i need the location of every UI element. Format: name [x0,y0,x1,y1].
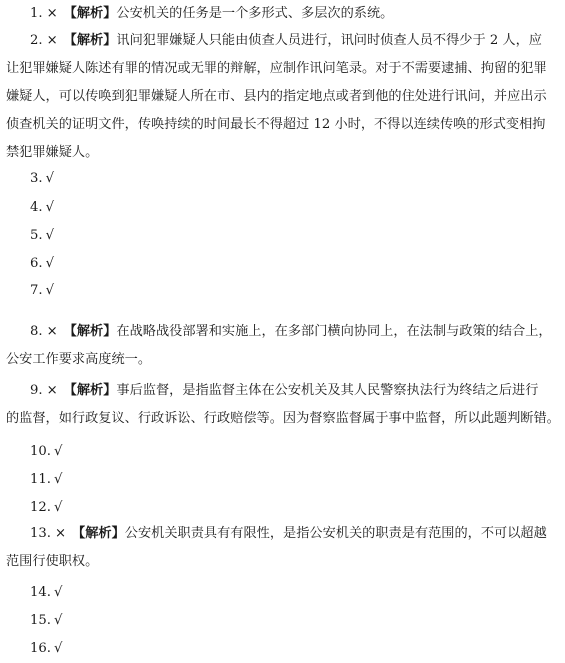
item-number: 8. [30,324,43,339]
answer-item [0,318,565,374]
answer-item [0,194,565,222]
explanation-text: 的监督，如行政复议、行政诉讼、行政赔偿等。因为督察监督属于事中监督，所以此题判断错。 [6,411,560,426]
answer-line [0,494,565,522]
explanation-text: 讯问犯罪嫌疑人只能由侦查人员进行，讯问时侦查人员不得少于 2 人，应 [116,33,542,48]
item-number: 4. [30,200,43,215]
item-number: 6. [30,256,43,271]
answer-item [0,520,565,576]
analysis-tag: 【解析】 [63,6,117,21]
explanation-text: 公安机关职责具有有限性，是指公安机关的职责是有范围的，不可以超越 [124,526,547,541]
answer-line [0,277,565,305]
answer-line [0,466,565,494]
answer-line [0,607,565,635]
answer-line [0,635,565,663]
answer-item [0,165,565,193]
item-number: 15. [30,613,51,628]
answer-item [0,222,565,250]
answer-item [0,250,565,278]
item-number: 1. [30,6,43,21]
item-number: 10. [30,444,51,459]
item-number: 16. [30,641,51,656]
item-number: 14. [30,585,51,600]
item-number: 5. [30,228,43,243]
cross-mark: × [46,33,58,48]
check-mark: √ [53,613,63,628]
analysis-tag: 【解析】 [63,383,117,398]
explanation-text: 在战略战役部署和实施上，在多部门横向协同上，在法制与政策的结合上， [116,324,552,339]
item-number: 11. [30,472,51,487]
check-mark: √ [53,444,63,459]
answer-line [0,165,565,193]
item-number: 2. [30,33,43,48]
check-mark: √ [45,171,54,186]
item-number: 9. [30,383,43,398]
answer-line [0,438,565,466]
answer-item [0,579,565,607]
explanation-text: 公安工作要求高度统一。 [6,352,152,367]
cross-mark: × [46,383,58,398]
explanation-text: 嫌疑人，可以传唤到犯罪嫌疑人所在市、县内的指定地点或者到他的住处进行讯问，并应出示 [6,89,547,104]
answer-item [0,27,565,167]
answer-line [0,579,565,607]
answer-line [0,520,565,548]
check-mark: √ [45,283,54,298]
answer-item [0,0,565,28]
check-mark: √ [45,256,54,271]
explanation-text: 禁犯罪嫌疑人。 [6,145,99,160]
answer-line [0,194,565,222]
item-number: 3. [30,171,43,186]
check-mark: √ [45,200,54,215]
cross-mark: × [46,324,58,339]
item-number: 13. [30,526,51,541]
item-number: 7. [30,283,43,298]
answer-item [0,277,565,305]
explanation-text: 让犯罪嫌疑人陈述有罪的情况或无罪的辩解，应制作讯问笔录。对于不需要逮捕、拘留的犯罪 [6,61,547,76]
answer-line [0,250,565,278]
answer-item [0,438,565,466]
cross-mark: × [46,6,58,21]
explanation-text: 范围行使职权。 [6,554,99,569]
check-mark: √ [53,585,63,600]
cross-mark: × [54,526,67,541]
explanation-text: 事后监督，是指监督主体在公安机关及其人民警察执法行为终结之后进行 [116,383,539,398]
analysis-tag: 【解析】 [63,324,117,339]
check-mark: √ [53,472,63,487]
explanation-text: 侦查机关的证明文件，传唤持续的时间最长不得超过 12 小时，不得以连续传唤的形式变相拘 [6,117,546,132]
answer-line [0,27,565,55]
answer-item [0,377,565,433]
answer-item [0,635,565,663]
analysis-tag: 【解析】 [63,33,117,48]
check-mark: √ [53,641,63,656]
answer-item [0,494,565,522]
answer-line [0,318,565,346]
explanation-text: 公安机关的任务是一个多形式、多层次的系统。 [116,6,394,21]
answer-line [0,0,565,28]
answer-item [0,466,565,494]
item-number: 12. [30,500,51,515]
answer-item [0,607,565,635]
analysis-tag: 【解析】 [72,526,125,541]
check-mark: √ [45,228,54,243]
answer-line [0,377,565,405]
check-mark: √ [53,500,63,515]
answer-line [0,222,565,250]
